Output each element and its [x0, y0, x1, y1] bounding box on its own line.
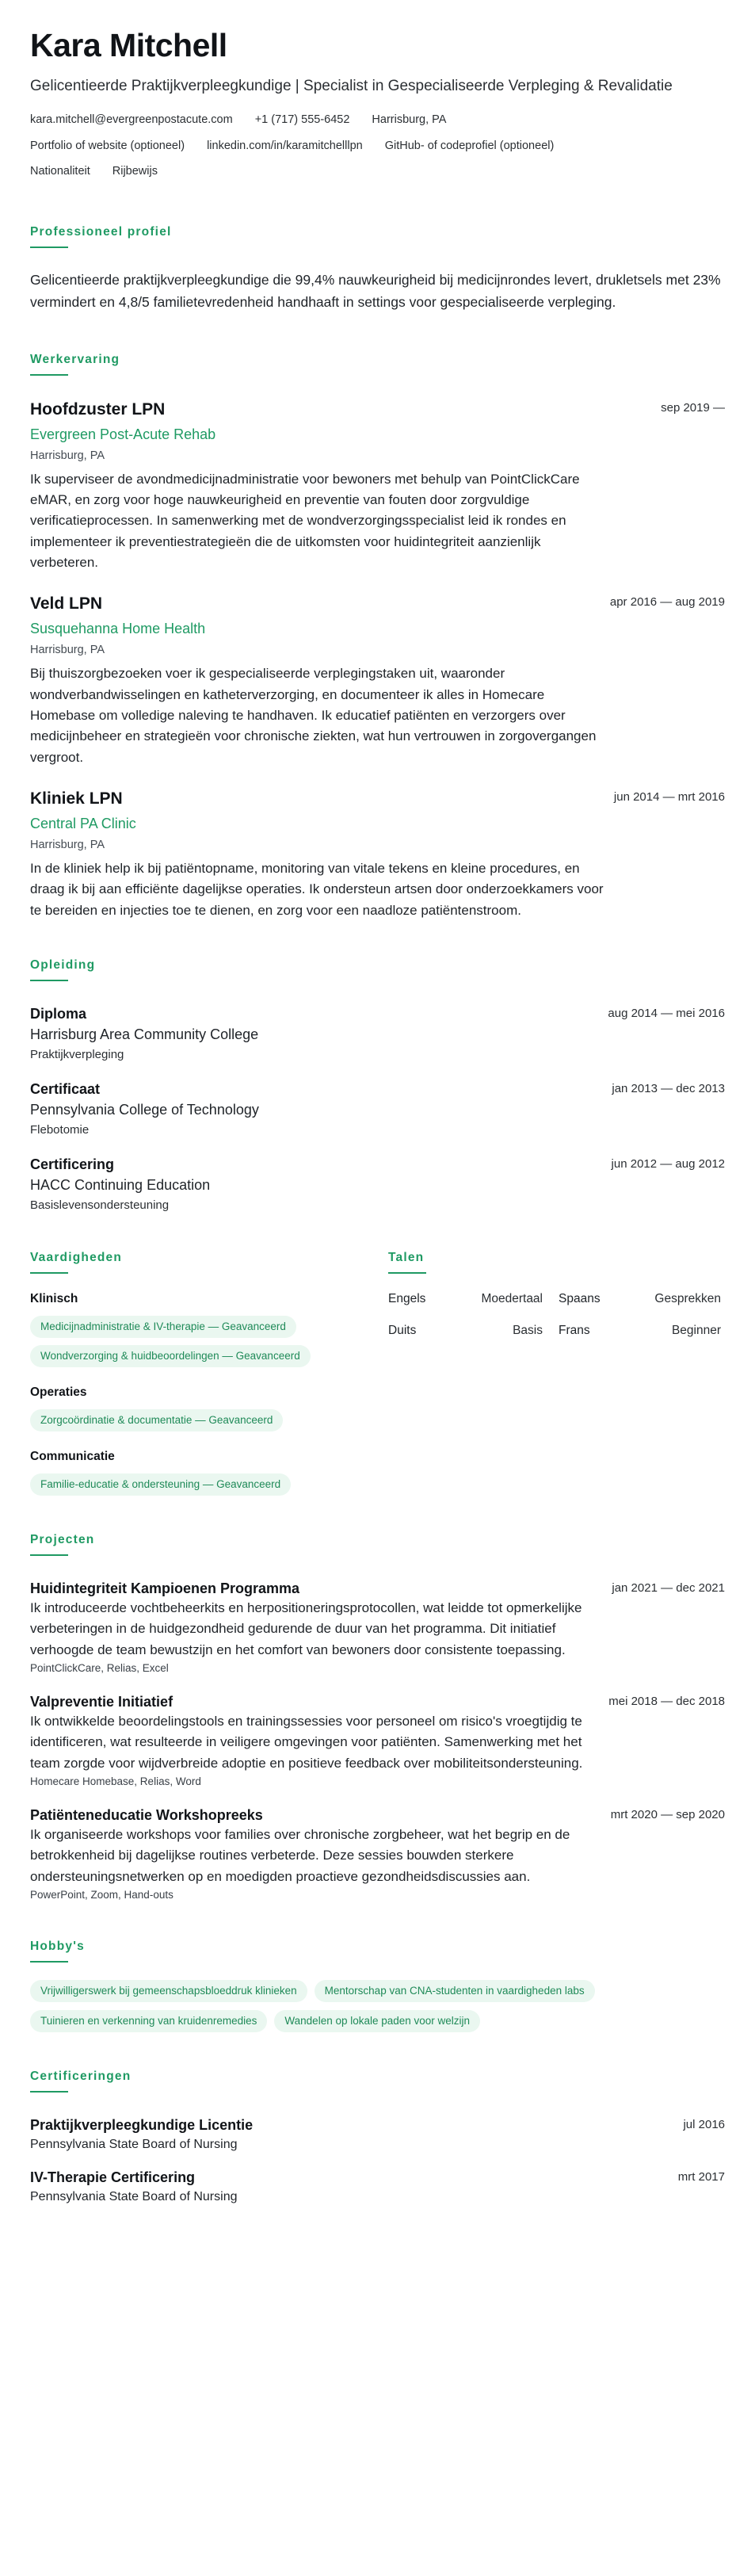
project-tools: Homecare Homebase, Relias, Word — [30, 1775, 201, 1788]
projects-section — [30, 1532, 725, 1902]
section-title-hobbies: Hobby's — [30, 1940, 85, 1954]
languages-section — [388, 1250, 725, 1496]
certification-name: Praktijkverpleegkundige Licentie — [30, 2117, 254, 2134]
certification-date: jul 2016 — [683, 2118, 725, 2132]
experience-section — [30, 352, 725, 921]
profile-summary: Gelicentieerde praktijkverpleegkundige die 99,4% nauwkeurigheid bij medicijnrondes levert, drukletsels met 23% vermindert en 4,8/5 familietevredenheid handhaaft in settings voor gespecialiseerde verpleging. — [30, 271, 721, 310]
github-link[interactable]: GitHub- of codeprofiel (optioneel) — [384, 139, 555, 152]
project-name: Patiënteneducatie Workshopreeks — [30, 1807, 263, 1824]
certification-entry — [30, 2169, 725, 2205]
education-school: Harrisburg Area Community College — [30, 1026, 259, 1043]
job-description: Ik superviseer de avondmedicijnadministratie voor bewoners met behulp van PointClickCare eMAR, en zorg voor hoge nauwkeurigheid en preventie van fouten door zorgvuldige verificatieprocessen. In samenwerking met de wondverzorgingsspecialist leid ik rondes en implementeer ik preventiestrategieën die de uitkomsten voor huidintegriteit aanzienlijk verbeteren. — [30, 471, 580, 570]
skill-group-title: Operaties — [30, 1385, 87, 1400]
hobby-chip: Vrijwilligerswerk bij gemeenschapsbloeddruk klinieken — [30, 1980, 307, 2002]
certification-name: IV-Therapie Certificering — [30, 2169, 196, 2186]
skill-group — [30, 1449, 388, 1496]
personal-row — [30, 164, 725, 178]
section-title-experience: Werkervaring — [30, 352, 120, 366]
drivers-license: Rijbewijs — [112, 164, 158, 178]
education-school: HACC Continuing Education — [30, 1177, 211, 1194]
skill-chips — [30, 1409, 388, 1431]
project-name: Huidintegriteit Kampioenen Programma — [30, 1580, 300, 1597]
education-entry — [30, 1080, 725, 1138]
language-name: Duits — [388, 1324, 417, 1338]
experience-entry — [30, 399, 725, 574]
education-field: Flebotomie — [30, 1123, 90, 1137]
education-dates: aug 2014 — mei 2016 — [608, 1007, 725, 1021]
certification-entry — [30, 2116, 725, 2153]
hobby-chip: Wandelen op lokale paden voor welzijn — [274, 2010, 480, 2032]
project-dates: jan 2021 — dec 2021 — [612, 1581, 725, 1596]
contact-location: Harrisburg, PA — [372, 113, 447, 126]
language-item — [551, 1323, 721, 1339]
skill-group — [30, 1385, 388, 1431]
section-title-languages: Talen — [388, 1251, 425, 1265]
section-divider — [388, 1272, 426, 1274]
section-divider — [30, 1554, 68, 1556]
project-entry — [30, 1806, 725, 1902]
hobby-chips — [30, 1980, 711, 2032]
section-divider — [30, 980, 68, 981]
job-title: Hoofdzuster LPN — [30, 399, 166, 419]
skill-chip: Zorgcoördinatie & documentatie — Geavanceerd — [30, 1409, 283, 1431]
job-company: Susquehanna Home Health — [30, 621, 206, 637]
education-field: Basislevensondersteuning — [30, 1198, 170, 1213]
education-entry — [30, 1156, 725, 1213]
experience-entry — [30, 594, 725, 768]
contact-row — [30, 113, 725, 127]
contact-phone[interactable]: +1 (717) 555-6452 — [254, 113, 350, 126]
job-location: Harrisburg, PA — [30, 644, 105, 657]
job-title: Veld LPN — [30, 594, 103, 613]
profile-section — [30, 224, 725, 313]
language-name: Spaans — [559, 1292, 601, 1306]
contact-email[interactable]: kara.mitchell@evergreenpostacute.com — [30, 113, 233, 126]
project-entry — [30, 1693, 725, 1789]
section-divider — [30, 247, 68, 248]
certification-issuer: Pennsylvania State Board of Nursing — [30, 2190, 238, 2204]
section-divider — [30, 2091, 68, 2093]
skill-chip: Wondverzorging & huidbeoordelingen — Geavanceerd — [30, 1345, 311, 1367]
job-dates: sep 2019 — — [661, 400, 725, 415]
language-item — [551, 1291, 721, 1307]
language-name: Engels — [388, 1292, 426, 1306]
education-school: Pennsylvania College of Technology — [30, 1102, 259, 1118]
section-title-certifications: Certificeringen — [30, 2070, 132, 2084]
section-title-education: Opleiding — [30, 958, 96, 973]
hobbies-section — [30, 1939, 725, 2032]
skill-chip: Familie-educatie & ondersteuning — Geavanceerd — [30, 1473, 291, 1496]
linkedin-link[interactable]: linkedin.com/in/karamitchelllpn — [207, 139, 363, 152]
job-description: In de kliniek help ik bij patiëntopname, monitoring van vitale tekens en kleine procedures, en draag ik bij aan efficiënte dagelijkse operaties. Ik ondersteun artsen door onderzoekkamers voor te bereiden en injecties toe te dienen, en zorg voor een naadloze patiëntenstroom. — [30, 860, 604, 918]
skill-group-title: Communicatie — [30, 1450, 115, 1464]
skill-chips — [30, 1473, 388, 1496]
education-field: Praktijkverpleging — [30, 1048, 124, 1062]
skills-section — [30, 1250, 388, 1496]
job-location: Harrisburg, PA — [30, 449, 105, 462]
job-description: Bij thuiszorgbezoeken voer ik gespecialiseerde verplegingstaken uit, waaronder wondverbandwisselingen en katheterverzorging, en documenteer ik alles in Homecare Homebase om volledige naleving te handhaven. Ik educatief patiënten en verzorgers over medicijnbeheer en strategieën voor chronische ziekten, wat hun vertrouwen in zorgovergangen vergroot. — [30, 666, 597, 765]
skills-languages-row — [30, 1250, 725, 1496]
job-company: Evergreen Post-Acute Rehab — [30, 426, 216, 442]
skill-chips — [30, 1316, 388, 1367]
section-divider — [30, 1272, 68, 1274]
portfolio-link[interactable]: Portfolio of website (optioneel) — [30, 139, 185, 152]
skill-group-title: Klinisch — [30, 1292, 78, 1306]
languages-grid — [388, 1291, 725, 1339]
project-entry — [30, 1580, 725, 1676]
job-title: Kliniek LPN — [30, 789, 123, 808]
resume-header — [30, 29, 725, 178]
language-item — [388, 1291, 551, 1307]
education-degree: Diploma — [30, 1006, 87, 1022]
certifications-section — [30, 2069, 725, 2205]
hobby-chip: Mentorschap van CNA-studenten in vaardigheden labs — [315, 1980, 595, 2002]
section-title-projects: Projecten — [30, 1533, 95, 1547]
job-dates: apr 2016 — aug 2019 — [609, 595, 725, 610]
project-name: Valpreventie Initiatief — [30, 1694, 173, 1710]
job-location: Harrisburg, PA — [30, 838, 105, 851]
skill-chip: Medicijnadministratie & IV-therapie — Geavanceerd — [30, 1316, 296, 1338]
project-tools: PowerPoint, Zoom, Hand-outs — [30, 1889, 173, 1901]
education-degree: Certificaat — [30, 1081, 101, 1098]
experience-entry — [30, 789, 725, 921]
job-company: Central PA Clinic — [30, 815, 136, 831]
language-name: Frans — [559, 1324, 590, 1338]
project-description: Ik introduceerde vochtbeheerkits en herpositioneringsprotocollen, wat leidde tot opmerkelijke verbeteringen in de huidgezondheid gedurende de duur van het programma. Dit initiatief verhoogde de team bewustzijn en het comfort van bewoners door consistente toepassing. — [30, 1600, 582, 1657]
language-level: Beginner — [671, 1324, 721, 1338]
project-dates: mrt 2020 — sep 2020 — [610, 1808, 725, 1822]
section-divider — [30, 374, 68, 376]
language-level: Basis — [513, 1324, 543, 1338]
skill-group — [30, 1291, 388, 1367]
hobby-chip: Tuinieren en verkenning van kruidenremedies — [30, 2010, 267, 2032]
project-tools: PointClickCare, Relias, Excel — [30, 1662, 169, 1675]
education-degree: Certificering — [30, 1156, 115, 1173]
education-entry — [30, 1005, 725, 1063]
education-dates: jun 2012 — aug 2012 — [611, 1157, 725, 1171]
candidate-headline: Gelicentieerde Praktijkverpleegkundige | Specialist in Gespecialiseerde Verpleging & Revalidatie — [30, 78, 673, 95]
section-title-profile: Professioneel profiel — [30, 224, 172, 239]
education-dates: jan 2013 — dec 2013 — [612, 1082, 725, 1096]
nationality: Nationaliteit — [30, 164, 90, 178]
language-item — [388, 1323, 551, 1339]
links-row — [30, 139, 725, 153]
section-divider — [30, 1961, 68, 1963]
certification-date: mrt 2017 — [677, 2170, 725, 2184]
language-level: Gesprekken — [654, 1292, 721, 1306]
language-level: Moedertaal — [481, 1292, 543, 1306]
certification-issuer: Pennsylvania State Board of Nursing — [30, 2138, 238, 2152]
project-description: Ik organiseerde workshops voor families over chronische zorgbeheer, wat het begrip en de betrokkenheid bij dagelijkse routines verbeterde. Deze sessies bouwden sterkere ondersteuningsnetwerken op en moedigden proactieve gezondheidsdiscussies aan. — [30, 1827, 570, 1884]
candidate-name: Kara Mitchell — [30, 27, 227, 63]
project-description: Ik ontwikkelde beoordelingstools en trainingssessies voor personeel om risico's vroegtijdig te identificeren, wat resulteerde in veiligere omgevingen voor patiënten. Samenwerking met het team zorgde voor wijdverbreide adoptie en positieve feedback over mobiliteitsondersteuning. — [30, 1714, 583, 1771]
education-section — [30, 957, 725, 1213]
job-dates: jun 2014 — mrt 2016 — [613, 789, 725, 804]
section-title-skills: Vaardigheden — [30, 1251, 123, 1265]
project-dates: mei 2018 — dec 2018 — [608, 1695, 725, 1709]
